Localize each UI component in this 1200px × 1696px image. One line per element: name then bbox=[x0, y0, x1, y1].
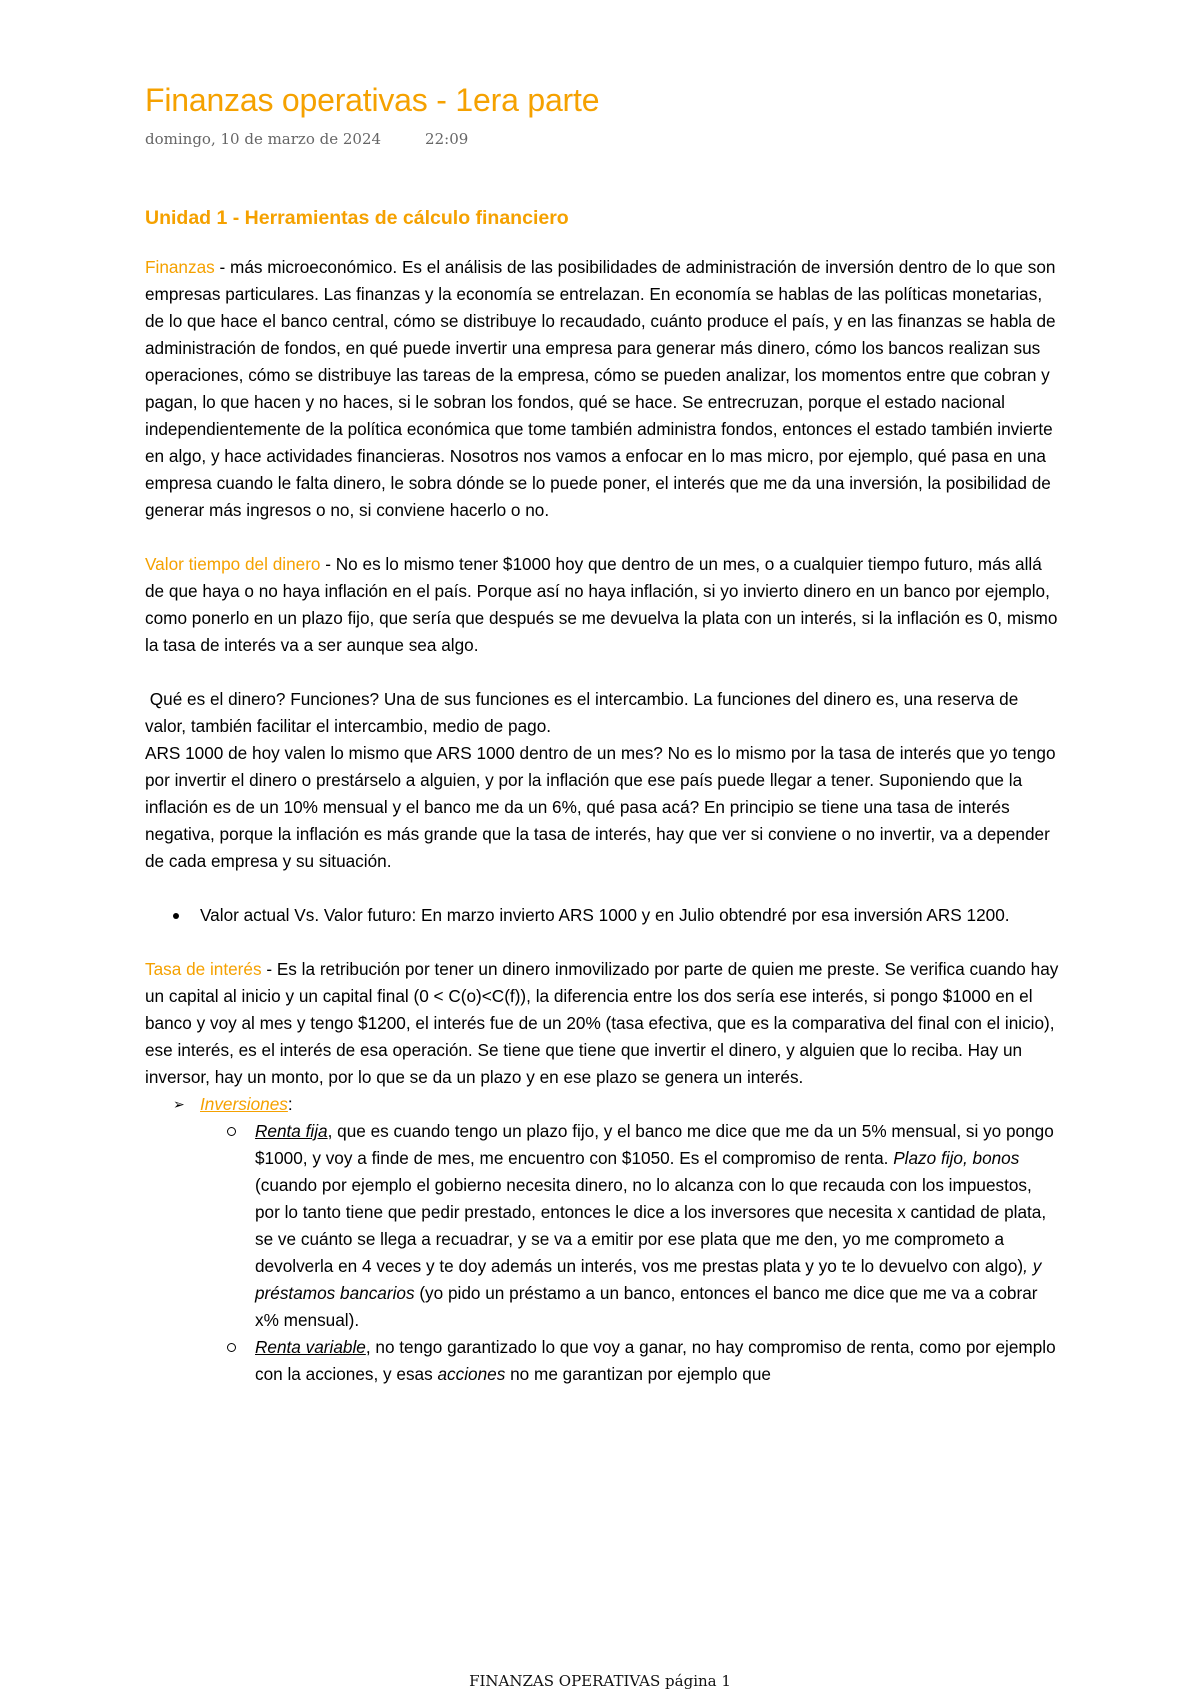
list-item: Valor actual Vs. Valor futuro: En marzo invierto ARS 1000 y en Julio obtendré por esa inversión ARS 1200. bbox=[145, 902, 1060, 929]
circle-bullet-icon bbox=[227, 1127, 236, 1136]
inversiones-list bbox=[145, 1091, 1060, 1388]
note-date: domingo, 10 de marzo de 2024 bbox=[145, 130, 382, 148]
renta-variable-text: , no tengo garantizado lo que voy a ganar, no hay compromiso de renta, como por ejemplo con la acciones, y esas bbox=[255, 1337, 1056, 1384]
renta-variable-label: Renta variable bbox=[255, 1337, 366, 1357]
inversiones-label: Inversiones bbox=[200, 1094, 288, 1114]
arrow-bullet-icon: ➢ bbox=[173, 1096, 185, 1112]
finanzas-text: - más microeconómico. Es el análisis de las posibilidades de administración de inversión dentro de lo que son empresas particulares. Las finanzas y la economía se entrelazan. En economía se hablas de las políticas monetarias, de lo que hace el banco central, cómo se distribuye lo recaudado, cuánto produce el país, y en las finanzas se habla de administración de fondos, en qué puede invertir una empresa para generar más dinero, cómo los bancos realizan sus operaciones, cómo se distribuye las tareas de la empresa, cómo se pueden analizar, los momentos entre que cobran y pagan, lo que hacen y no haces, si le sobran los fondos, qué se hace. Se entrecruzan, porque el estado nacional independientemente de la política económica que tome también administra fondos, entonces el estado también invierte en algo, y hace actividades financieras. Nosotros nos vamos a enfocar en lo mas micro, por ejemplo, qué pasa en una empresa cuando le falta dinero, le sobra dónde se lo puede poner, el interés que me da una inversión, la posibilidad de generar más ingresos o no, si conviene hacerlo o no. bbox=[145, 257, 1056, 520]
renta-list bbox=[145, 1118, 1060, 1388]
inversiones-colon: : bbox=[287, 1094, 293, 1114]
renta-fija-label: Renta fija bbox=[255, 1121, 328, 1141]
term-finanzas: Finanzas bbox=[145, 257, 215, 277]
paragraph-ars-1000: ARS 1000 de hoy valen lo mismo que ARS 1000 dentro de un mes? No es lo mismo por la tasa de interés que yo tengo por invertir el dinero o prestárselo a alguien, y por la inflación que ese país puede llegar a tener. Suponiendo que la inflación es de un 10% mensual y el banco me da un 6%, qué pasa acá? En principio se tiene una tasa de interés negativa, porque la inflación es más grande que la tasa de interés, hay que ver si conviene o no invertir, va a depender de cada empresa y su situación. bbox=[145, 743, 1056, 871]
note-time: 22:09 bbox=[425, 130, 469, 148]
renta-fija-text-3: (yo pido un préstamo a un banco, entonces el banco me dice que me va a cobrar x% mensual). bbox=[255, 1283, 1038, 1330]
unit-heading: Unidad 1 - Herramientas de cálculo financiero bbox=[145, 207, 569, 229]
paragraph-dinero-funciones: Qué es el dinero? Funciones? Una de sus funciones es el intercambio. La funciones del dinero es, una reserva de valor, también facilitar el intercambio, medio de pago. bbox=[145, 689, 1024, 736]
note-datetime bbox=[145, 130, 1060, 152]
renta-fija-italic-1: Plazo fijo, bonos bbox=[893, 1148, 1020, 1168]
renta-fija-text: , que es cuando tengo un plazo fijo, y el banco me dice que me da un 5% mensual, si yo pongo $1000, y voy a finde de mes, me encuentro con $1050. Es el compromiso de renta. bbox=[255, 1121, 1054, 1168]
list-item-renta-fija bbox=[145, 1118, 1060, 1334]
renta-variable-italic: acciones bbox=[437, 1364, 506, 1384]
valor-tiempo-text: - No es lo mismo tener $1000 hoy que dentro de un mes, o a cualquier tiempo futuro, más allá de que haya o no haya inflación en el país. Porque así no haya inflación, si yo invierto dinero en un banco por ejemplo, como ponerlo en un plazo fijo, que sería que después se me devuelva la plata con un interés, si la inflación es 0, mismo la tasa de interés va a ser aunque sea algo. bbox=[145, 554, 1058, 655]
renta-fija-text-2: (cuando por ejemplo el gobierno necesita dinero, no lo alcanza con lo que recauda con los impuestos, por lo tanto tiene que pedir prestado, entonces le dice a los inversores que necesita x cantidad de plata, se ve cuánto se llega a recuadrar, y se va a emitir por ese plata que me den, yo me comprometo a devolverla en 4 veces y te doy además un interés, vos me prestas plata y yo te lo devuelvo con algo) bbox=[255, 1175, 1047, 1276]
paragraph-tasa-interes bbox=[145, 956, 1060, 1091]
term-tasa-interes: Tasa de interés bbox=[145, 959, 262, 979]
list-item-renta-variable bbox=[145, 1334, 1060, 1388]
paragraph-valor-tiempo bbox=[145, 551, 1060, 659]
page-footer: FINANZAS OPERATIVAS página 1 bbox=[469, 1672, 731, 1690]
renta-variable-text-2: no me garantizan por ejemplo que bbox=[505, 1364, 771, 1384]
renta-fija-italic-2: , y préstamos bancarios bbox=[255, 1256, 1042, 1303]
paragraph-finanzas bbox=[145, 254, 1060, 524]
bullet-list bbox=[145, 902, 1060, 929]
tasa-text: - Es la retribución por tener un dinero inmovilizado por parte de quien me preste. Se verifica cuando hay un capital al inicio y un capital final (0 < C(o)<C(f)), la diferencia entre los dos sería ese interés, si pongo $1000 en el banco y voy al mes y tengo $1200, el interés fue de un 20% (tasa efectiva, que es la comparativa del final con el inicio), ese interés, es el interés de esa operación. Se tiene que tiene que invertir el dinero, y alguien que lo reciba. Hay un inversor, hay un monto, por lo que se da un plazo y en ese plazo se genera un interés. bbox=[145, 959, 1059, 1087]
page-title: Finanzas operativas - 1era parte bbox=[145, 82, 600, 118]
note-page bbox=[145, 80, 1060, 1388]
circle-bullet-icon bbox=[227, 1343, 236, 1352]
term-valor-tiempo: Valor tiempo del dinero bbox=[145, 554, 321, 574]
list-item-inversiones bbox=[145, 1091, 1060, 1118]
